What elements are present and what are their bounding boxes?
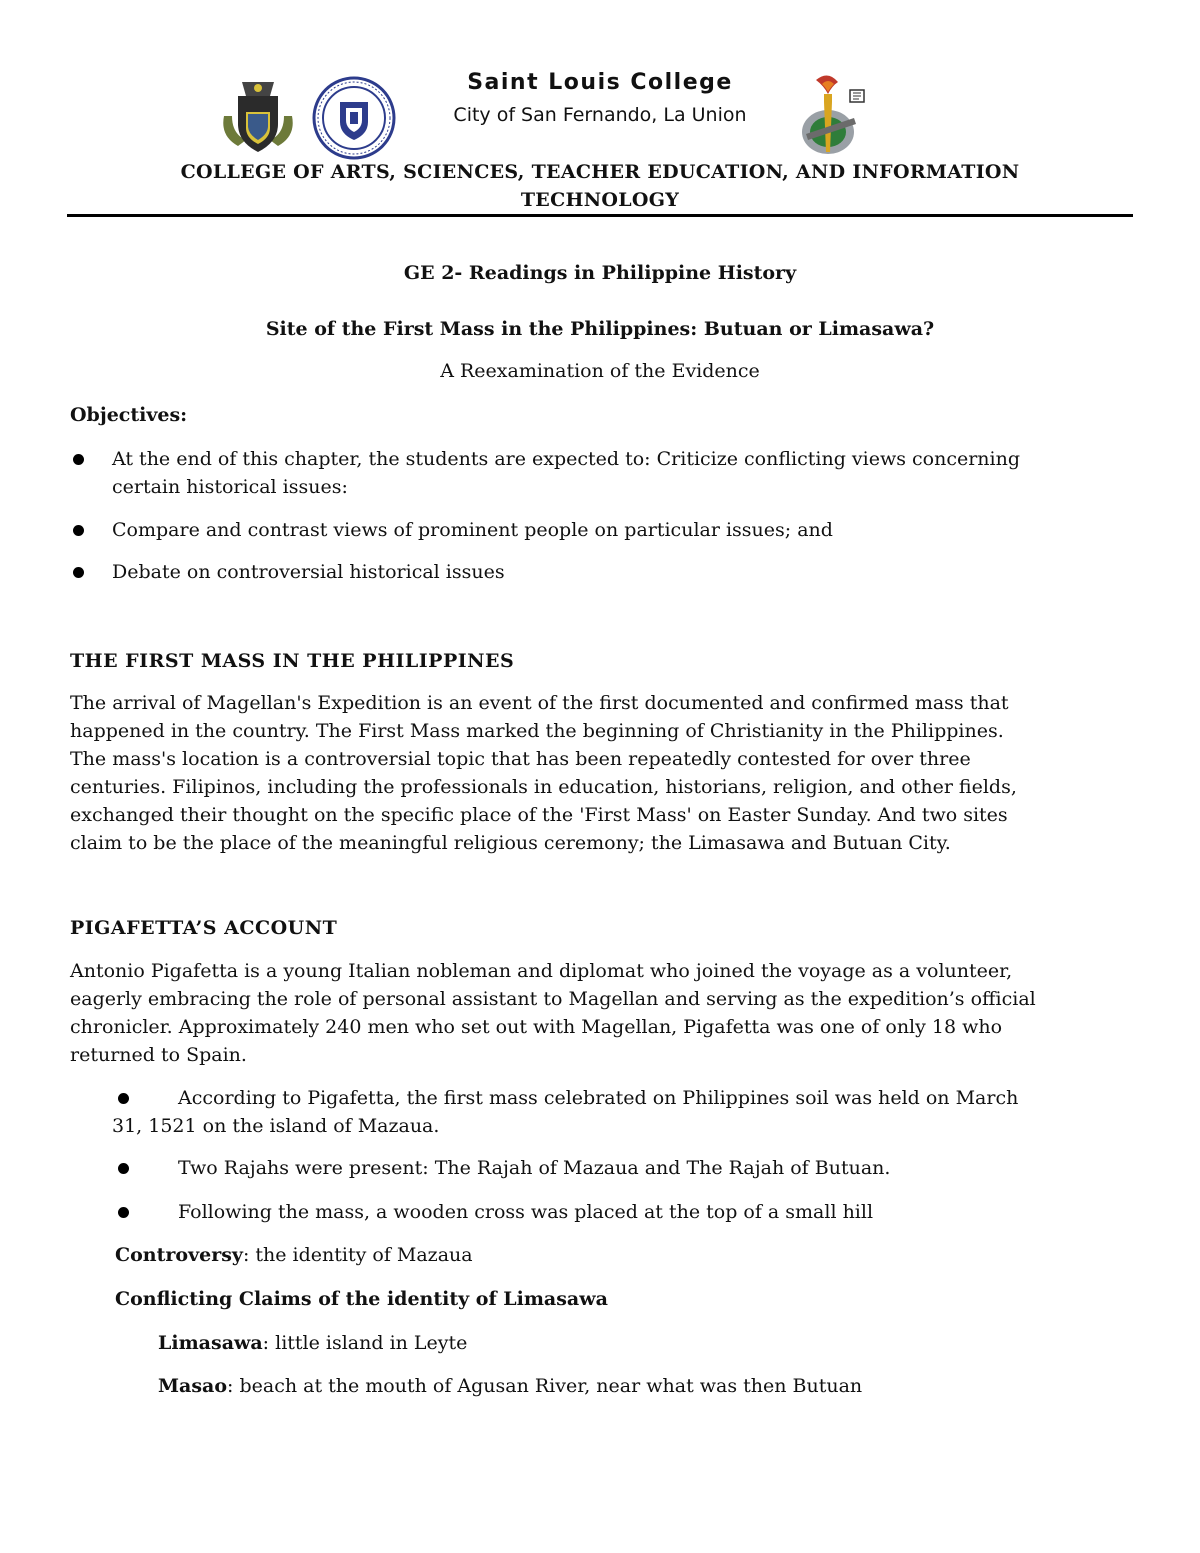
- claims-heading: Conflicting Claims of the identity of Limasawa: [115, 1288, 608, 1310]
- first-mass-line-2: happened in the country. The First Mass marked the beginning of Christianity in the Philippines.: [70, 720, 1004, 742]
- pigafetta-line-3: chronicler. Approximately 240 men who set out with Magellan, Pigafetta was one of only 18 who: [70, 1016, 1003, 1038]
- claim-text: : little island in Leyte: [262, 1332, 468, 1354]
- objective-item-1: At the end of this chapter, the students are expected to: Criticize conflicting views concerning: [112, 448, 1021, 470]
- objectives-heading: Objectives:: [70, 404, 188, 426]
- pigafetta-bullet-1-cont: 31, 1521 on the island of Mazaua.: [112, 1115, 440, 1137]
- lesson-subtitle: A Reexamination of the Evidence: [440, 360, 760, 382]
- college-name-line-1: COLLEGE OF ARTS, SCIENCES, TEACHER EDUCATION, AND INFORMATION: [180, 161, 1020, 183]
- pigafetta-bullet-3: Following the mass, a wooden cross was placed at the top of a small hill: [178, 1201, 874, 1223]
- bullet-icon: [73, 525, 84, 536]
- school-city: City of San Fernando, La Union: [453, 104, 747, 126]
- pigafetta-bullet-2: Two Rajahs were present: The Rajah of Mazaua and The Rajah of Butuan.: [178, 1157, 891, 1179]
- school-name: Saint Louis College: [467, 70, 733, 95]
- claim-limasawa: [158, 1330, 467, 1357]
- college-name-line-2: TECHNOLOGY: [520, 189, 680, 211]
- first-mass-heading: THE FIRST MASS IN THE PHILIPPINES: [70, 650, 515, 672]
- first-mass-line-6: claim to be the place of the meaningful religious ceremony; the Limasawa and Butuan City.: [70, 832, 951, 854]
- controversy-label: Controversy: [115, 1244, 243, 1266]
- college-name: [120, 158, 1080, 214]
- first-mass-line-4: centuries. Filipinos, including the professionals in education, historians, religion, and other fields,: [70, 776, 1017, 798]
- bullet-icon: [73, 454, 84, 465]
- pigafetta-bullet-1: According to Pigafetta, the first mass celebrated on Philippines soil was held on March: [178, 1087, 1019, 1109]
- bullet-icon: [118, 1093, 129, 1104]
- claim-label: Masao: [158, 1375, 228, 1397]
- claim-masao: [158, 1373, 862, 1400]
- pigafetta-line-1: Antonio Pigafetta is a young Italian nobleman and diplomat who joined the voyage as a volunteer,: [70, 960, 1013, 982]
- objective-item-1-cont: certain historical issues:: [112, 476, 348, 498]
- controversy-text: : the identity of Mazaua: [242, 1244, 473, 1266]
- bullet-icon: [73, 567, 84, 578]
- first-mass-line-3: The mass's location is a controversial topic that has been repeatedly contested for over three: [70, 748, 971, 770]
- bullet-icon: [118, 1163, 129, 1174]
- pigafetta-line-4: returned to Spain.: [70, 1044, 247, 1066]
- pigafetta-heading: PIGAFETTA’S ACCOUNT: [70, 917, 338, 939]
- claim-text: : beach at the mouth of Agusan River, near what was then Butuan: [227, 1375, 863, 1397]
- claim-label: Limasawa: [158, 1332, 263, 1354]
- objective-item-3: Debate on controversial historical issues: [112, 561, 505, 583]
- course-title: GE 2- Readings in Philippine History: [403, 262, 797, 284]
- first-mass-line-1: The arrival of Magellan's Expedition is an event of the first documented and confirmed mass that: [70, 692, 1009, 714]
- first-mass-line-5: exchanged their thought on the specific place of the 'First Mass' on Easter Sunday. And two sites: [70, 804, 1008, 826]
- lesson-title: Site of the First Mass in the Philippines: Butuan or Limasawa?: [265, 318, 935, 340]
- objective-item-2: Compare and contrast views of prominent people on particular issues; and: [112, 519, 833, 541]
- header-divider: [67, 214, 1133, 217]
- bullet-icon: [118, 1207, 129, 1218]
- pigafetta-line-2: eagerly embracing the role of personal assistant to Magellan and serving as the expedition’s official: [70, 988, 1036, 1010]
- controversy-line: [115, 1242, 473, 1269]
